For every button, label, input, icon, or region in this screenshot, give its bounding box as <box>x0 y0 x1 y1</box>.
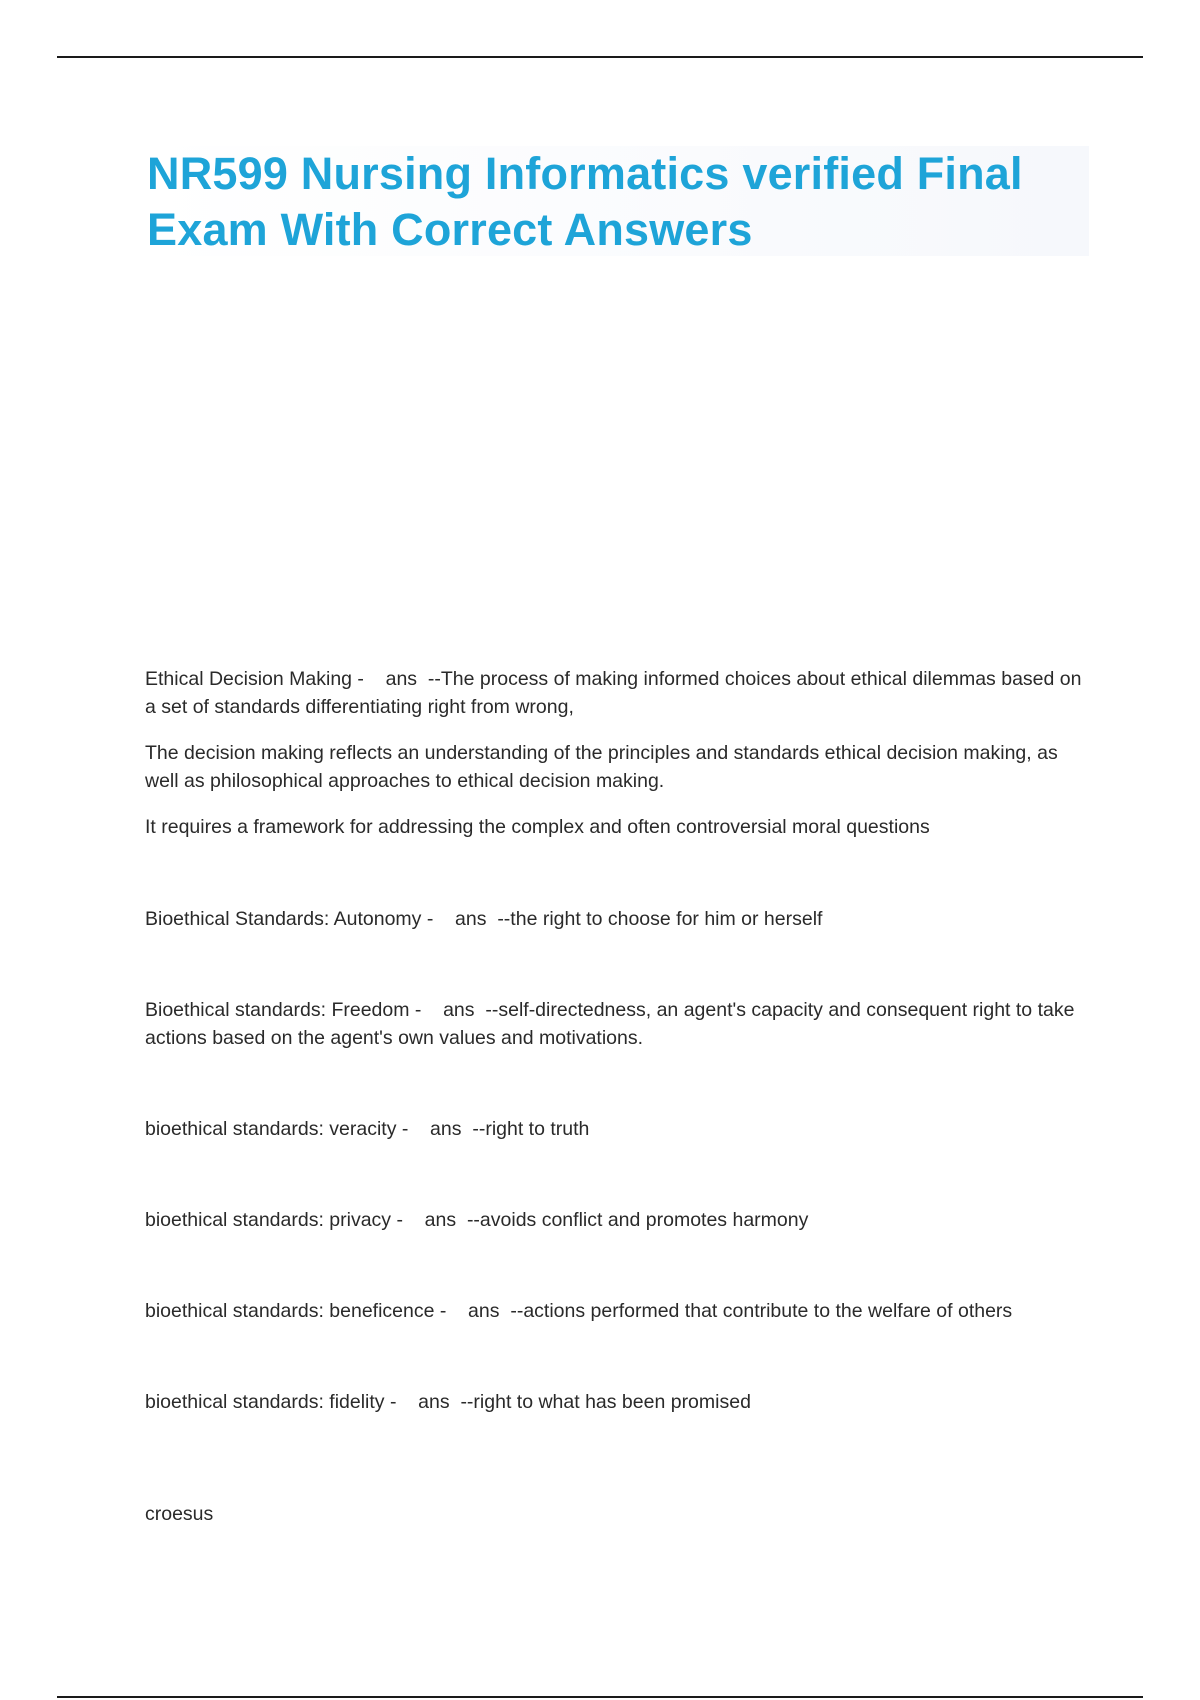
entry-definition: --right to truth <box>472 1118 590 1140</box>
entry-term: Ethical Decision Making - <box>145 668 364 690</box>
entry-definition: --the right to choose for him or herself <box>497 908 823 930</box>
bottom-rule <box>57 1696 1143 1698</box>
footer-word-text: croesus <box>145 1503 214 1525</box>
entry-fidelity <box>145 1388 1090 1416</box>
entry-extra-2: It requires a framework for addressing the complex and often controversial moral questions <box>145 816 930 838</box>
entry-veracity <box>145 1115 1090 1143</box>
entry-ans: ans <box>385 668 418 690</box>
entry-extra-1: The decision making reflects an understanding of the principles and standards ethical decision making, as well as philosophical approaches to ethical decision making. <box>145 742 1058 792</box>
entry-term: bioethical standards: beneficence - <box>145 1300 447 1322</box>
entry-term: Bioethical Standards: Autonomy - <box>145 908 434 930</box>
entry-ans: ans <box>455 908 487 930</box>
entry-ans: ans <box>418 1391 450 1413</box>
entry-beneficence <box>145 1297 1090 1325</box>
entry-ans: ans <box>443 999 475 1021</box>
entry-privacy <box>145 1206 1090 1234</box>
entry-definition: --avoids conflict and promotes harmony <box>466 1209 809 1231</box>
entry-freedom <box>145 996 1090 1052</box>
entry-autonomy <box>145 905 1090 933</box>
entry-ans: ans <box>430 1118 462 1140</box>
entry-definition: --self-directedness, an agent's capacity and consequent right to take actions based on the agent's own values and motivations. <box>145 999 1075 1049</box>
document-title: NR599 Nursing Informatics verified Final Exam With Correct Answers <box>147 148 1023 255</box>
top-rule <box>57 56 1143 58</box>
entry-ethical-decision-making <box>145 665 1090 841</box>
entry-term: Bioethical standards: Freedom - <box>145 999 422 1021</box>
entry-definition: --right to what has been promised <box>460 1391 751 1413</box>
entry-term: bioethical standards: veracity - <box>145 1118 409 1140</box>
footer-word <box>145 1500 1090 1528</box>
entry-definition: --The process of making informed choices about ethical dilemmas based on a set of standards differentiating right from wrong, <box>145 668 1082 718</box>
entry-term: bioethical standards: fidelity - <box>145 1391 397 1413</box>
entry-term: bioethical standards: privacy - <box>145 1209 403 1231</box>
entry-definition: --actions performed that contribute to the welfare of others <box>510 1300 1013 1322</box>
entry-ans: ans <box>424 1209 457 1231</box>
entry-ans: ans <box>468 1300 500 1322</box>
